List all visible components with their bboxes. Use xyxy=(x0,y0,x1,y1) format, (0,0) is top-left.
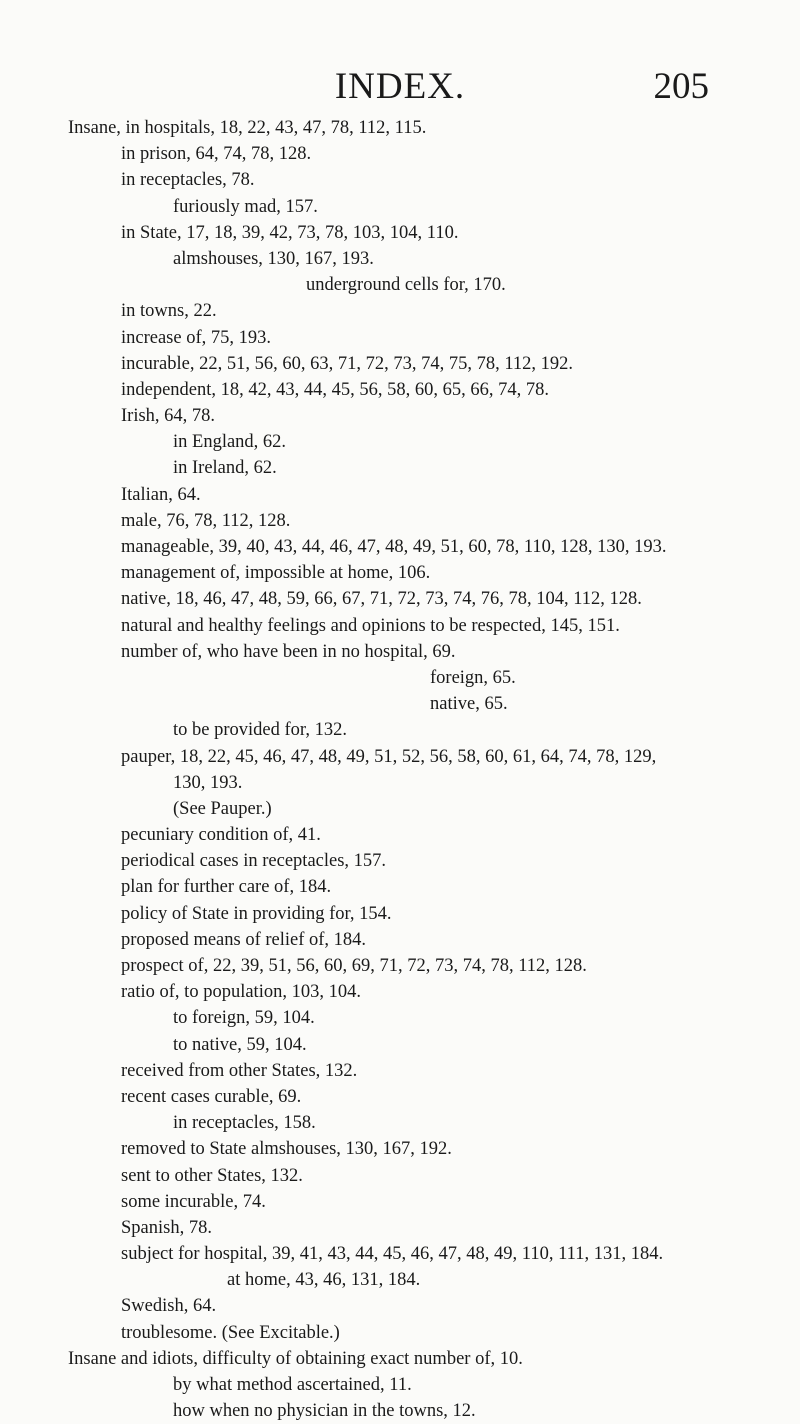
index-entry-line: recent cases curable, 69. xyxy=(121,1086,302,1107)
index-entry-line: number of, who have been in no hospital, 69. xyxy=(121,641,456,662)
index-entry-line: management of, impossible at home, 106. xyxy=(121,563,431,584)
index-entry-line: some incurable, 74. xyxy=(121,1191,266,1212)
index-entry-line: manageable, 39, 40, 43, 44, 46, 47, 48, 49, 51, 60, 78, 110, 128, 130, 193. xyxy=(121,537,667,557)
index-entry-line: at home, 43, 46, 131, 184. xyxy=(227,1270,421,1291)
index-entry-line: troublesome. (See Excitable.) xyxy=(121,1322,340,1343)
index-entry-line: in State, 17, 18, 39, 42, 73, 78, 103, 104, 110. xyxy=(121,222,459,243)
index-entry-line: in Ireland, 62. xyxy=(173,458,277,479)
index-entry-line: how when no physician in the towns, 12. xyxy=(173,1401,476,1422)
index-entry-line: sent to other States, 132. xyxy=(121,1165,303,1186)
index-entry-line: 130, 193. xyxy=(173,772,243,793)
index-entry-line: in prison, 64, 74, 78, 128. xyxy=(121,144,312,165)
index-entry-line: incurable, 22, 51, 56, 60, 63, 71, 72, 73, 74, 75, 78, 112, 192. xyxy=(121,353,574,374)
index-entry-line: plan for further care of, 184. xyxy=(121,877,332,898)
index-entry-line: (See Pauper.) xyxy=(173,798,272,819)
index-entry-line: natural and healthy feelings and opinions to be respected, 145, 151. xyxy=(121,615,620,636)
index-entry-line: increase of, 75, 193. xyxy=(121,327,272,348)
page-number: 205 xyxy=(653,66,709,107)
index-entry-line: pecuniary condition of, 41. xyxy=(121,825,321,846)
index-entry-line: native, 65. xyxy=(430,694,508,715)
index-entry-line: to foreign, 59, 104. xyxy=(173,1008,315,1029)
index-entry-line: in towns, 22. xyxy=(121,301,217,322)
index-entry-line: in receptacles, 158. xyxy=(173,1113,316,1134)
index-entry-line: policy of State in providing for, 154. xyxy=(121,903,392,924)
index-entry-line: by what method ascertained, 11. xyxy=(173,1375,412,1395)
index-entry-line: ratio of, to population, 103, 104. xyxy=(121,982,361,1003)
index-entry-line: in England, 62. xyxy=(173,432,287,453)
index-entry-line: periodical cases in receptacles, 157. xyxy=(121,851,387,872)
index-entry-line: male, 76, 78, 112, 128. xyxy=(121,510,291,531)
index-entry-line: subject for hospital, 39, 41, 43, 44, 45, 46, 47, 48, 49, 110, 111, 131, 184. xyxy=(121,1244,664,1265)
page-header xyxy=(0,62,800,112)
index-entry-line: removed to State almshouses, 130, 167, 192. xyxy=(121,1139,452,1160)
index-entry-line: to native, 59, 104. xyxy=(173,1034,307,1055)
index-entry-line: Insane and idiots, difficulty of obtaining exact number of, 10. xyxy=(68,1348,523,1369)
index-entry-line: Italian, 64. xyxy=(121,484,201,505)
index-entry-line: proposed means of relief of, 184. xyxy=(121,929,367,950)
index-entry-line: Spanish, 78. xyxy=(121,1217,212,1238)
index-entry-line: independent, 18, 42, 43, 44, 45, 56, 58, 60, 65, 66, 74, 78. xyxy=(121,379,550,400)
index-entries xyxy=(0,115,800,1424)
index-entry-line: to be provided for, 132. xyxy=(173,720,347,741)
index-entry-line: received from other States, 132. xyxy=(121,1060,358,1081)
index-entry-line: native, 18, 46, 47, 48, 59, 66, 67, 71, 72, 73, 74, 76, 78, 104, 112, 128. xyxy=(121,589,642,610)
index-entry-line: Swedish, 64. xyxy=(121,1296,217,1317)
index-entry-line: Irish, 64, 78. xyxy=(121,406,216,427)
page-title: INDEX. xyxy=(334,66,466,107)
index-entry-line: furiously mad, 157. xyxy=(173,196,318,217)
index-entry-line: foreign, 65. xyxy=(430,667,516,688)
index-entry-line: prospect of, 22, 39, 51, 56, 60, 69, 71, 72, 73, 74, 78, 112, 128. xyxy=(121,956,587,976)
index-entry-line: Insane, in hospitals, 18, 22, 43, 47, 78, 112, 115. xyxy=(68,118,427,138)
index-entry-line: underground cells for, 170. xyxy=(306,275,506,296)
index-entry-line: almshouses, 130, 167, 193. xyxy=(173,248,374,269)
index-entry-line: pauper, 18, 22, 45, 46, 47, 48, 49, 51, 52, 56, 58, 60, 61, 64, 74, 78, 129, xyxy=(121,746,657,767)
index-entry-line: in receptacles, 78. xyxy=(121,170,255,191)
